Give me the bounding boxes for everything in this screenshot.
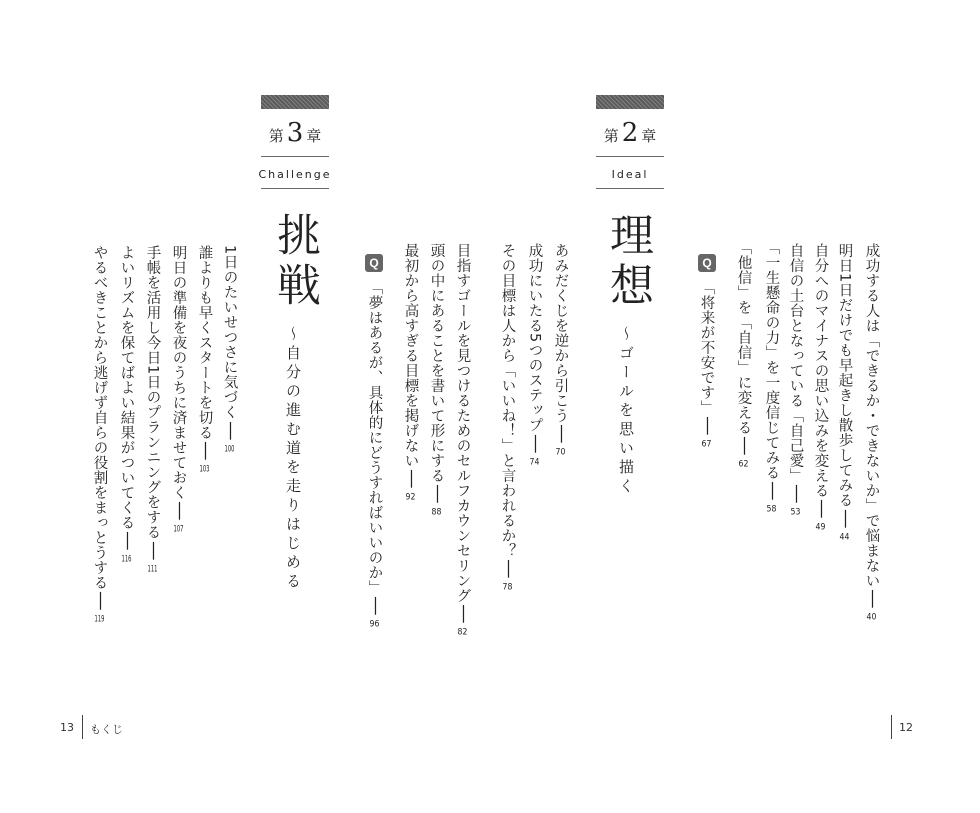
toc-item[interactable] [197, 245, 212, 474]
toc-item-title: その目標は人から「いいね！」と言われるか？ [499, 243, 516, 558]
leader-dash: ── [735, 437, 752, 455]
toc-item[interactable] [403, 243, 418, 502]
left-page-number: 13 [60, 721, 74, 734]
toc-item-page: 44 [839, 533, 850, 543]
toc-item[interactable] [764, 240, 779, 514]
leader-dash: ── [552, 425, 569, 443]
running-head: もくじ [90, 723, 123, 736]
leader-dash: ── [454, 605, 471, 623]
chapter-2-label [570, 118, 690, 148]
toc-item-page: 119 [94, 615, 105, 625]
chapter-2-rule-top [596, 156, 664, 157]
chapter-3-subtitle: ～自分の進む道を走りはじめる [284, 326, 302, 592]
qa-item-page: 67 [701, 440, 712, 450]
toc-item-title: 「他信」を「自信」に変える [735, 240, 752, 435]
leader-dash: ── [366, 597, 383, 615]
leader-dash: ── [428, 485, 445, 503]
right-page-number: 12 [899, 721, 913, 734]
chapter-2-title: 理想 [602, 212, 653, 312]
toc-item[interactable] [429, 243, 444, 517]
toc-item-page: 70 [555, 448, 566, 458]
toc-item[interactable] [500, 243, 515, 592]
leader-dash: ── [763, 482, 780, 500]
toc-item-page: 100 [224, 445, 235, 455]
toc-item-title: 自信の土台となっている「自己愛」 [787, 243, 804, 483]
chapter-3-label [235, 118, 355, 148]
toc-item-title: 明日1日だけでも早起きし散歩してみる [836, 243, 853, 508]
leader-dash: ── [170, 502, 187, 520]
qa-item[interactable] [367, 280, 382, 629]
toc-item-page: 92 [405, 493, 416, 503]
toc-item-title: 頭の中にあることを書いて形にする [428, 243, 445, 483]
toc-item-title: やるべきことから逃げず自らの役割をまっとうする [91, 245, 108, 590]
toc-item-page: 111 [147, 565, 158, 575]
toc-item[interactable] [864, 243, 879, 622]
leader-dash: ── [499, 560, 516, 578]
toc-item-page: 88 [431, 508, 442, 518]
toc-item-page: 62 [738, 460, 749, 470]
chapter-2-number: 2 [621, 118, 639, 148]
leader-dash: ── [196, 442, 213, 460]
toc-item-page: 58 [766, 505, 777, 515]
toc-item[interactable] [736, 240, 751, 469]
toc-item[interactable] [788, 243, 803, 517]
toc-item-title: 1日のたいせつさに気づく [221, 245, 238, 420]
chapter-2-subtitle: ～ゴールを思い描く [617, 326, 635, 497]
qa-item-title: 「将来が不安です」 [698, 280, 715, 415]
leader-dash: ── [836, 509, 853, 528]
toc-item[interactable] [813, 243, 828, 532]
chapter-2-rule-bottom [596, 188, 664, 189]
chapter-3-suffix: 章 [306, 127, 322, 145]
qa-badge: Q [365, 254, 383, 272]
chapter-3-title: 挑戦 [269, 212, 320, 312]
leader-dash: ── [402, 470, 419, 488]
toc-item-title: 自分へのマイナスの思い込みを変える [812, 243, 829, 498]
leader-dash: ── [787, 485, 804, 503]
leader-dash: ── [221, 421, 238, 440]
toc-item[interactable] [527, 243, 542, 467]
leader-dash: ── [91, 592, 108, 610]
toc-item[interactable] [92, 245, 107, 624]
left-folio-divider [82, 715, 83, 739]
toc-item[interactable] [222, 245, 237, 454]
chapter-2-suffix: 章 [641, 127, 657, 145]
toc-item-title: あみだくじを逆から引こう [552, 243, 569, 423]
chapter-3-rule-top [261, 156, 329, 157]
toc-item-title: 成功にいたる5つのステップ [526, 243, 543, 433]
leader-dash: ── [526, 434, 543, 453]
toc-item-page: 116 [121, 555, 132, 565]
toc-item[interactable] [145, 245, 160, 574]
right-folio-divider [891, 715, 892, 739]
toc-item-title: 最初から高すぎる目標を掲げない [402, 243, 419, 468]
toc-item-page: 103 [199, 465, 210, 475]
chapter-3-header-bar [261, 95, 329, 109]
toc-item-page: 74 [529, 458, 540, 468]
leader-dash: ── [698, 417, 715, 435]
chapter-3-rule-bottom [261, 188, 329, 189]
chapter-3-number: 3 [286, 118, 304, 148]
chapter-3-english: Challenge [258, 168, 332, 181]
toc-item-page: 53 [790, 508, 801, 518]
qa-item-page: 96 [369, 620, 380, 630]
toc-item-page: 40 [866, 613, 877, 623]
leader-dash: ── [812, 500, 829, 518]
toc-item[interactable] [837, 243, 852, 542]
chapter-2-prefix: 第 [603, 127, 619, 145]
toc-item-title: 誰よりも早くスタートを切る [196, 245, 213, 440]
toc-item-title: 明日の準備を夜のうちに済ませておく [170, 245, 187, 500]
leader-dash: ── [144, 541, 161, 560]
chapter-2-english: Ideal [611, 168, 649, 181]
leader-dash: ── [118, 532, 135, 550]
toc-item-title: 目指すゴールを見つけるためのセルフカウンセリング [454, 243, 471, 603]
toc-item[interactable] [553, 243, 568, 457]
toc-item-page: 107 [173, 525, 184, 535]
leader-dash: ── [863, 590, 880, 608]
toc-item-title: 「一生懸命の力」を一度信じてみる [763, 240, 780, 480]
toc-item[interactable] [171, 245, 186, 534]
toc-item-page: 49 [815, 523, 826, 533]
toc-item-page: 82 [457, 628, 468, 638]
toc-item-page: 78 [502, 583, 513, 593]
toc-item-title: 成功する人は「できるか・できないか」で悩まない [863, 243, 880, 588]
toc-item-title: よいリズムを保てばよい結果がついてくる [118, 245, 135, 530]
qa-badge: Q [698, 254, 716, 272]
toc-item[interactable] [119, 245, 134, 564]
chapter-2-header-bar [596, 95, 664, 109]
chapter-3-prefix: 第 [268, 127, 284, 145]
qa-item-title: 「夢はあるが、具体的にどうすればいいのか」 [366, 280, 383, 595]
toc-item[interactable] [455, 243, 470, 637]
toc-item-title: 手帳を活用し今日1日のプランニングをする [144, 245, 161, 540]
qa-item[interactable] [699, 280, 714, 449]
